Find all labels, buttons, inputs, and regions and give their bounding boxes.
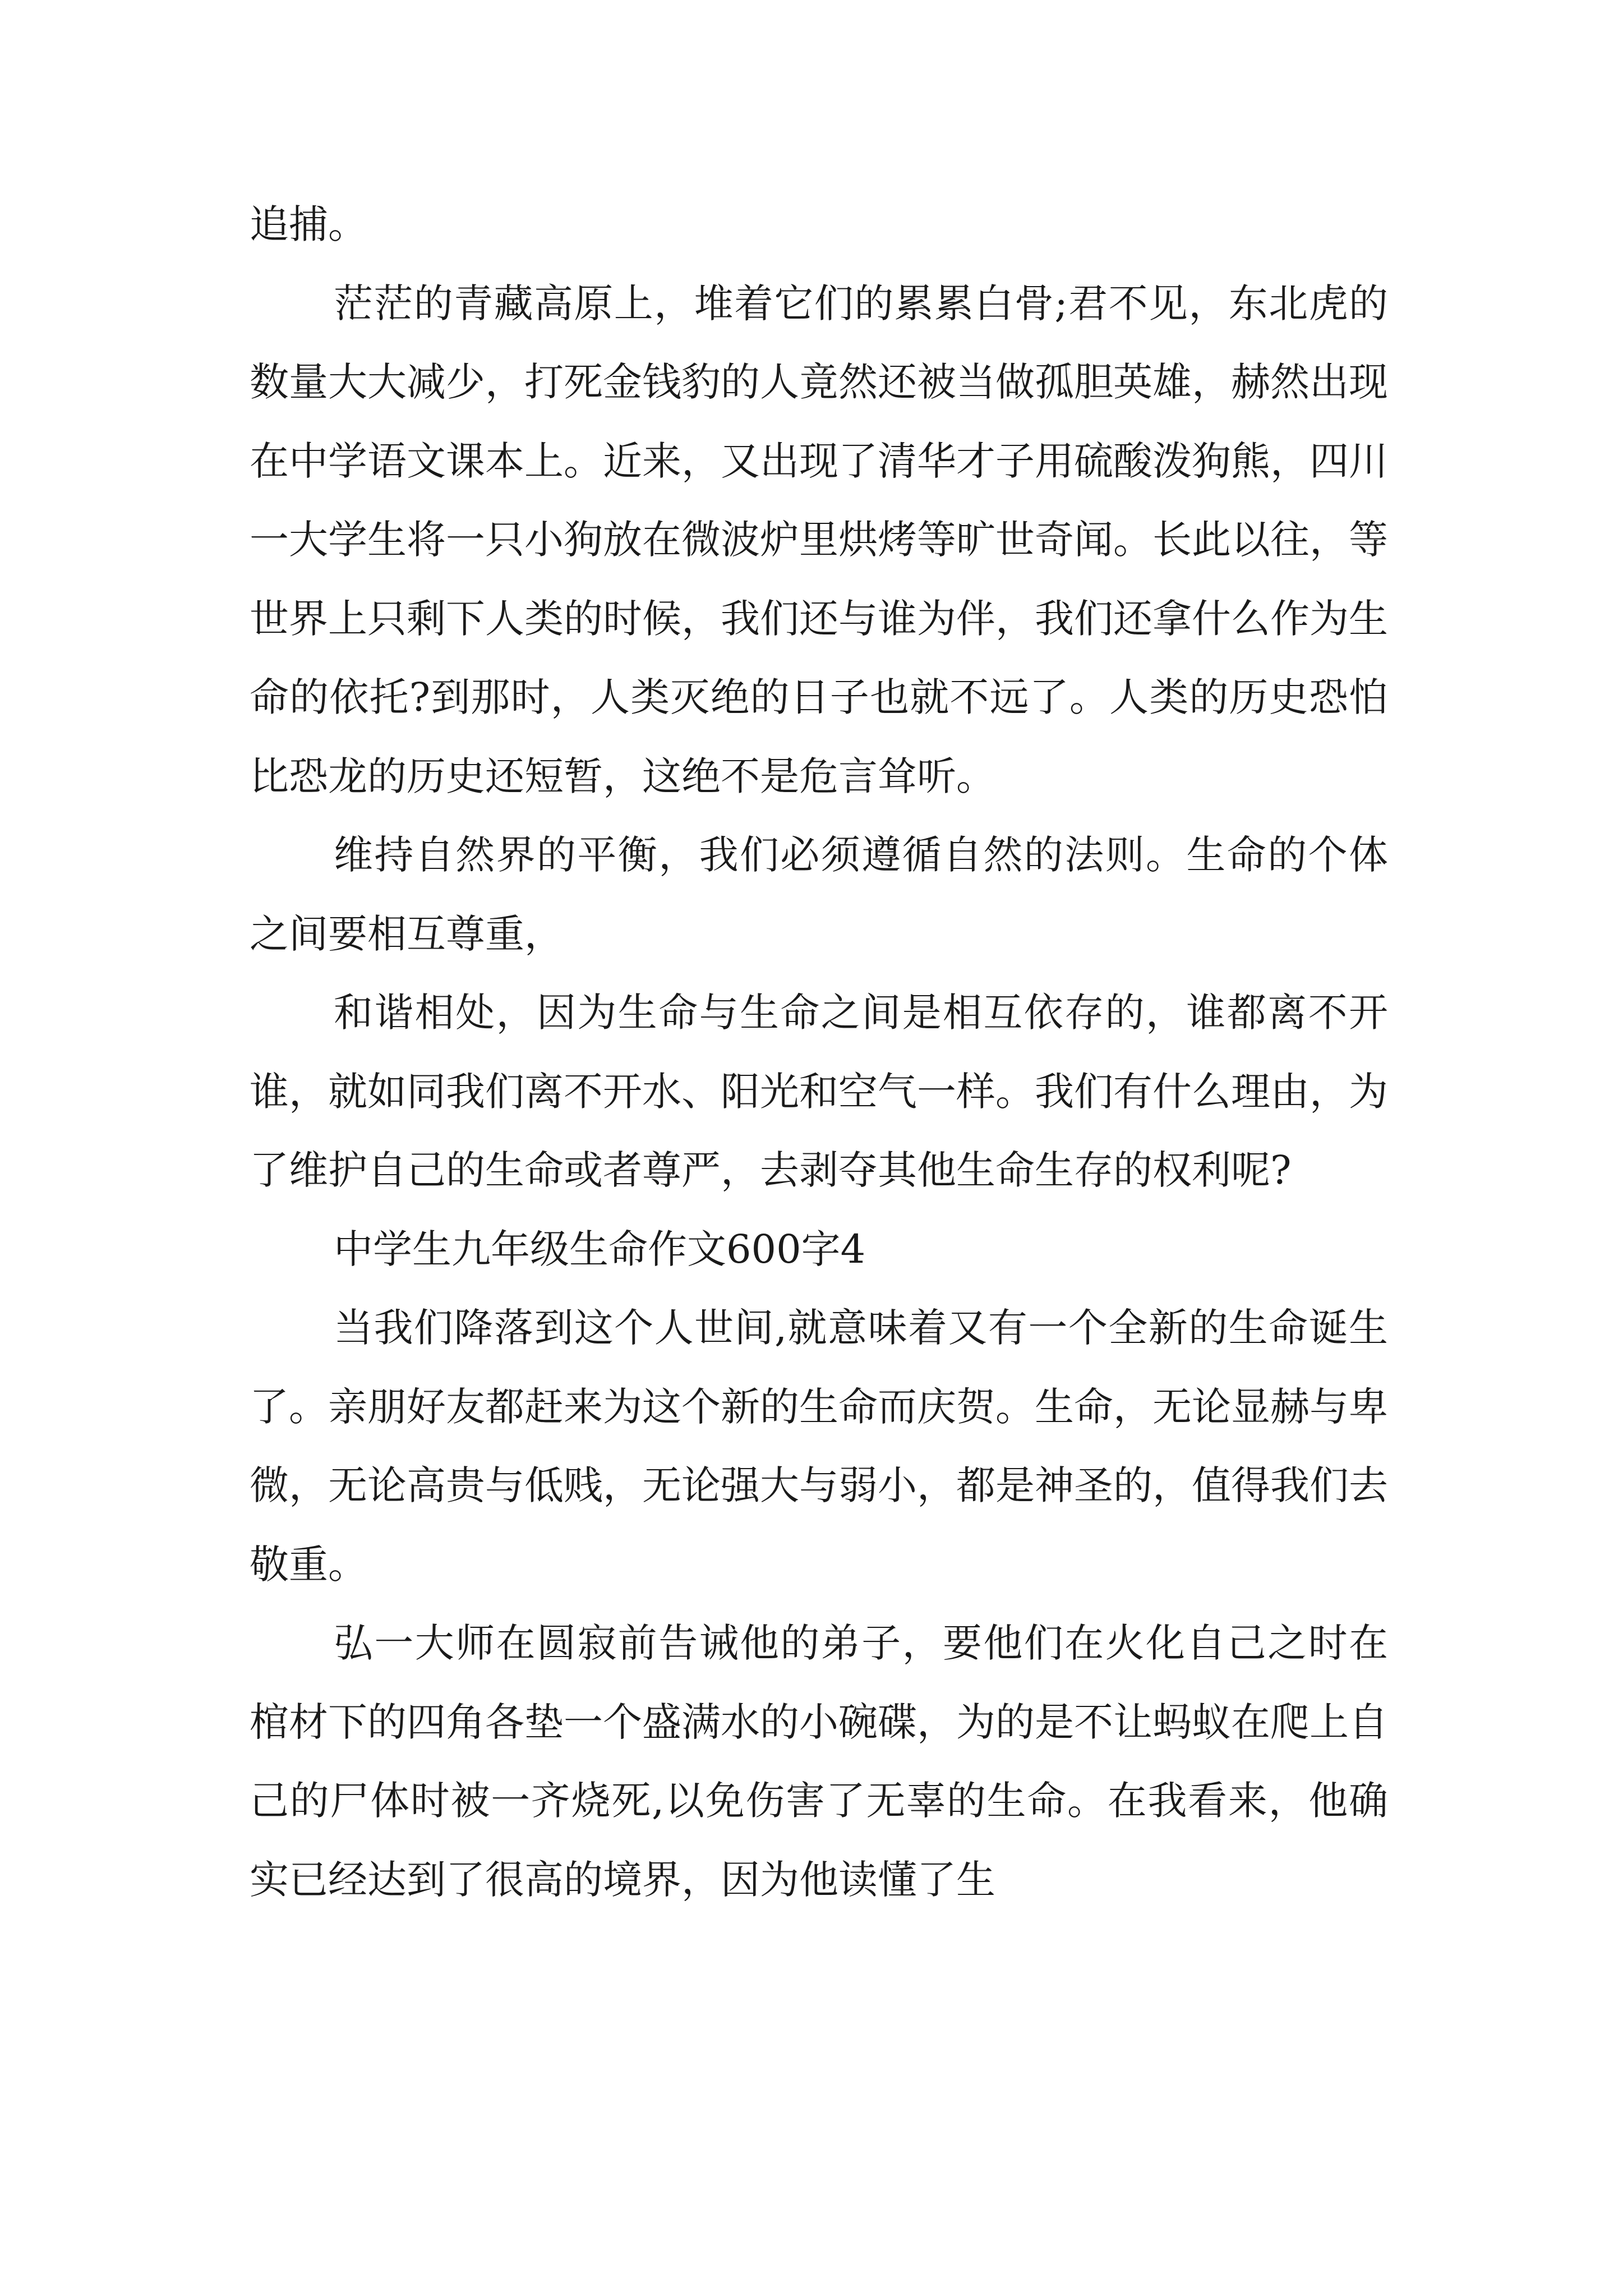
paragraph: 追捕。 — [250, 201, 367, 247]
paragraph: 当我们降落到这个人世间,就意味着又有一个全新的生命诞生了。亲朋好友都赶来为这个新的生命而庆贺。生命，无论显赫与卑微，无论高贵与低贱，无论强大与弱小，都是神圣的，值得我们去敬重。 — [250, 1305, 1388, 1588]
document-body — [250, 185, 1388, 1919]
paragraph: 弘一大师在圆寂前告诫他的弟子，要他们在火化自己之时在棺材下的四角各垫一个盛满水的小碗碟，为的是不让蚂蚁在爬上自己的尸体时被一齐烧死,以免伤害了无辜的生命。在我看来，他确实已经达到了很高的境界，因为他读懂了生 — [250, 1620, 1388, 1903]
paragraph: 维持自然界的平衡，我们必须遵循自然的法则。生命的个体之间要相互尊重， — [250, 832, 1388, 957]
paragraph: 茫茫的青藏高原上，堆着它们的累累白骨;君不见，东北虎的数量大大减少，打死金钱豹的人竟然还被当做孤胆英雄，赫然出现在中学语文课本上。近来，又出现了清华才子用硫酸泼狗熊，四川一大学生将一只小狗放在微波炉里烘烤等旷世奇闻。长此以往，等世界上只剩下人类的时候，我们还与谁为伴，我们还拿什么作为生命的依托?到那时，人类灭绝的日子也就不远了。人类的历史恐怕比恐龙的历史还短暂，这绝不是危言耸听。 — [250, 280, 1388, 799]
paragraph: 和谐相处，因为生命与生命之间是相互依存的，谁都离不开谁，就如同我们离不开水、阳光和空气一样。我们有什么理由，为了维护自己的生命或者尊严，去剥夺其他生命生存的权利呢? — [250, 990, 1388, 1193]
section-heading: 中学生九年级生命作文600字4 — [334, 1226, 866, 1272]
